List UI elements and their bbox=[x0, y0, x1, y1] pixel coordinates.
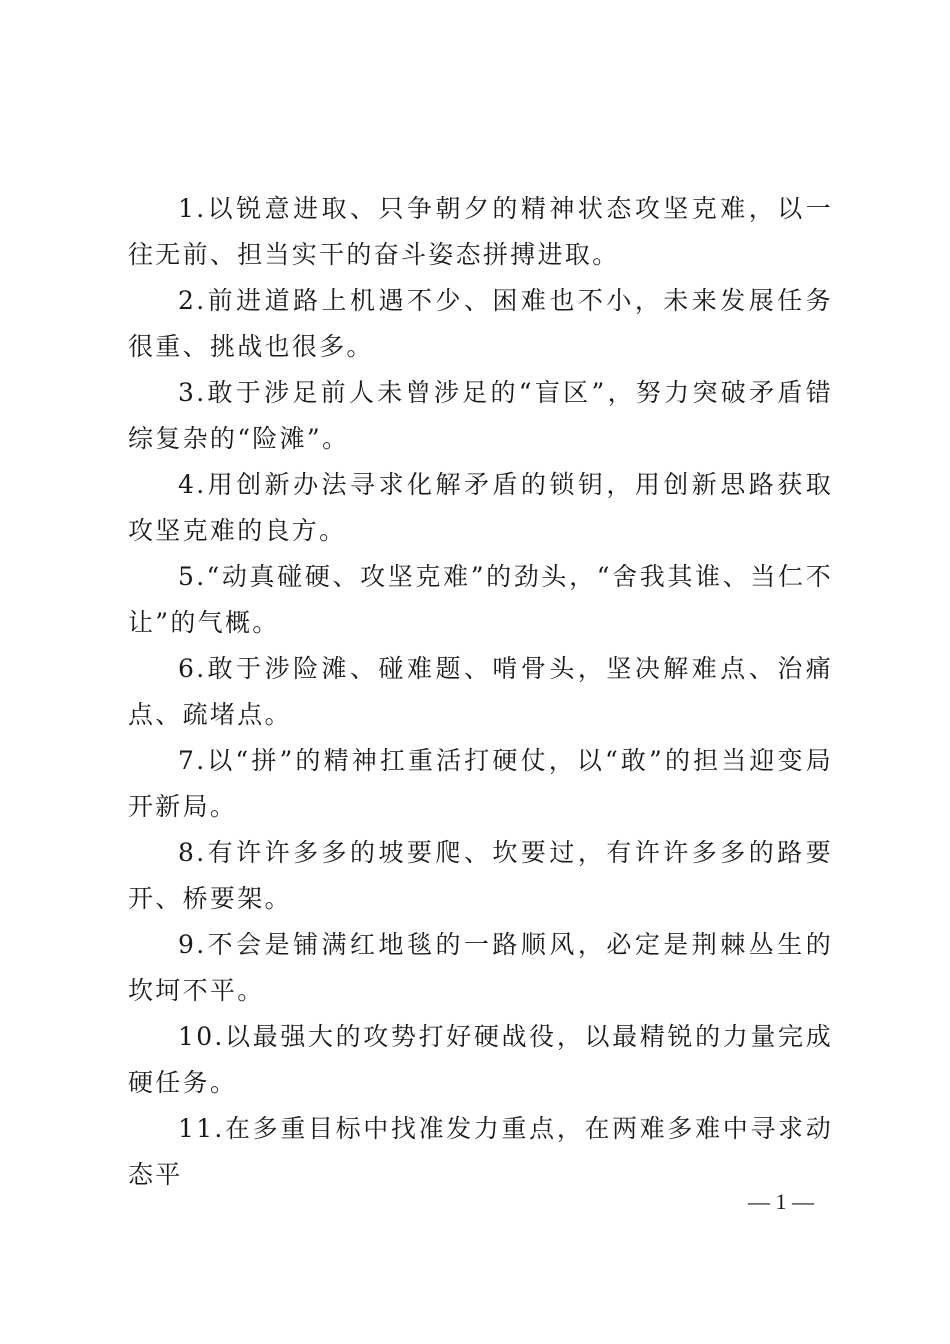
document-body bbox=[128, 186, 833, 1198]
paragraph-9: 9.不会是铺满红地毯的一路顺风，必定是荆棘丛生的坎坷不平。 bbox=[128, 930, 833, 1005]
paragraph-11: 11.在多重目标中找准发力重点，在两难多难中寻求动态平 bbox=[128, 1114, 833, 1189]
paragraph-5: 5.“动真碰硬、攻坚克难”的劲头，“舍我其谁、当仁不让”的气概。 bbox=[128, 562, 833, 637]
paragraph-10: 10.以最强大的攻势打好硬战役，以最精锐的力量完成硬任务。 bbox=[128, 1022, 833, 1097]
paragraph-8: 8.有许许多多的坡要爬、坎要过，有许许多多的路要开、桥要架。 bbox=[128, 838, 833, 913]
paragraph-2: 2.前进道路上机遇不少、困难也不小，未来发展任务很重、挑战也很多。 bbox=[128, 286, 833, 361]
paragraph-3: 3.敢于涉足前人未曾涉足的“盲区”，努力突破矛盾错综复杂的“险滩”。 bbox=[128, 378, 833, 453]
paragraph-7: 7.以“拼”的精神扛重活打硬仗，以“敢”的担当迎变局开新局。 bbox=[128, 746, 833, 821]
paragraph-1: 1.以锐意进取、只争朝夕的精神状态攻坚克难，以一往无前、担当实干的奋斗姿态拼搏进取。 bbox=[128, 194, 833, 269]
paragraph-6: 6.敢于涉险滩、碰难题、啃骨头，坚决解难点、治痛点、疏堵点。 bbox=[128, 654, 833, 729]
paragraph-4: 4.用创新办法寻求化解矛盾的锁钥，用创新思路获取攻坚克难的良方。 bbox=[128, 470, 833, 545]
page-number: — 1 — bbox=[748, 1189, 814, 1214]
